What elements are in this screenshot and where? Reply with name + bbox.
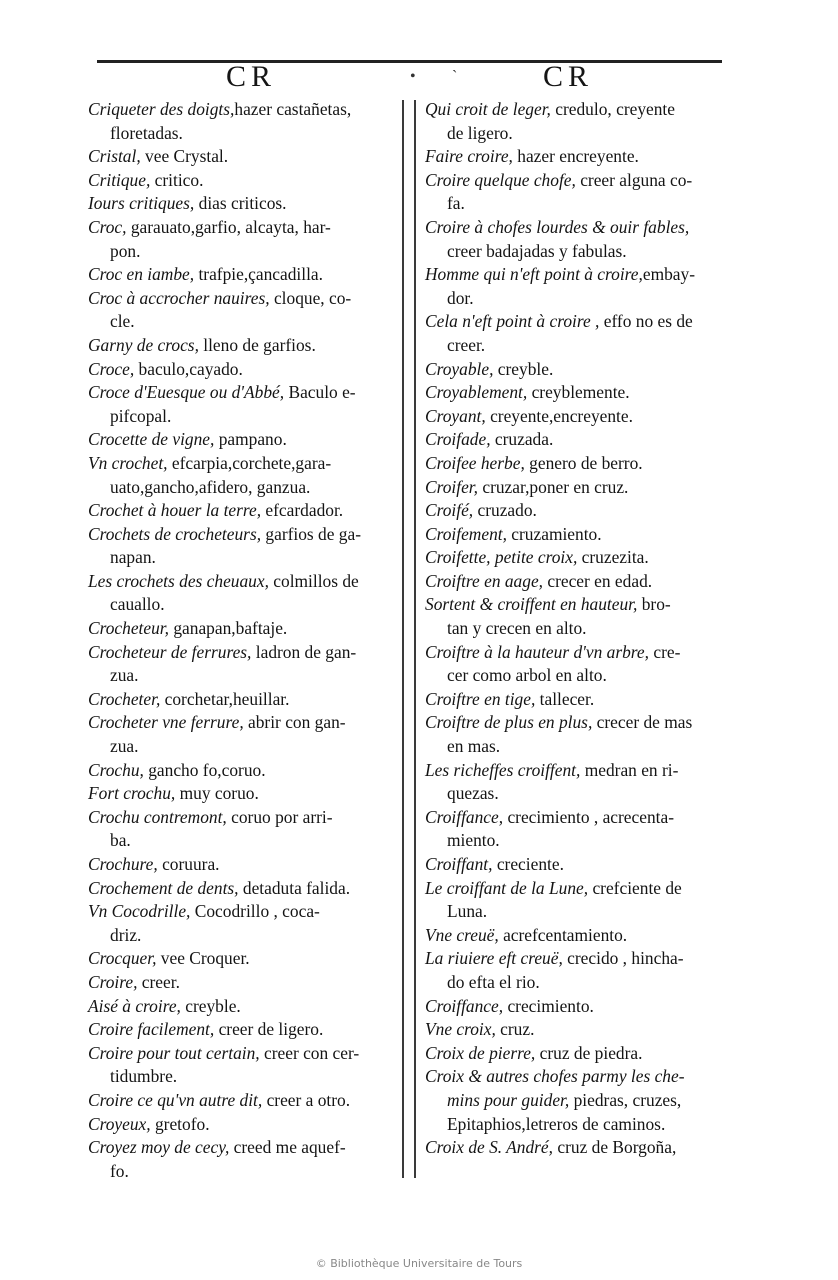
entry-headword: Crochure, — [88, 854, 158, 874]
right-entry — [425, 806, 733, 853]
entry-continuation: zua. — [110, 665, 139, 686]
entry-translation: abrir con gan- — [243, 712, 346, 733]
entry-headword: Crocquer, — [88, 948, 157, 969]
entry-translation: corchetar,heuillar. — [160, 688, 290, 709]
entry-translation: cruzada. — [490, 429, 554, 450]
entry-translation: crecimiento , acrecenta- — [503, 806, 674, 827]
entry-translation: cre- — [649, 641, 681, 662]
right-entry — [425, 1136, 733, 1160]
entry-continuation: pifcopal. — [110, 405, 172, 426]
left-running-head: CR — [226, 60, 277, 93]
entry-translation: crecer de mas — [592, 712, 693, 733]
right-column — [425, 98, 733, 1160]
right-entry — [425, 1042, 733, 1066]
entry-headword: Crochets de crocheteurs, — [88, 523, 262, 544]
entry-headword: Crochu contremont, — [88, 806, 227, 827]
entry-translation: creer a otro. — [262, 1089, 351, 1110]
entry-headword: Croyable, — [425, 358, 494, 379]
entry-translation: creyble. — [180, 995, 241, 1016]
entry-continuation: ba. — [110, 830, 131, 851]
header-dot-mark: • — [410, 68, 416, 85]
right-entry — [425, 476, 733, 500]
entry-headword: Croifette, petite croix, — [425, 547, 578, 568]
entry-translation: crefciente de — [588, 877, 682, 898]
entry-translation: cloque, co- — [269, 287, 352, 308]
entry-continuation: fa. — [447, 193, 465, 214]
entry-translation: creyble. — [493, 358, 554, 379]
entry-headword: Croire ce qu'vn autre dit, — [88, 1089, 263, 1110]
entry-headword: Crocheteur de ferrures, — [88, 641, 252, 662]
left-entry — [88, 1018, 396, 1042]
entry-headword: Croiftre en tige, — [425, 688, 536, 709]
left-entry — [88, 947, 396, 971]
left-entry — [88, 877, 396, 901]
left-entry — [88, 688, 396, 712]
entry-translation: cruzar,poner en cruz. — [478, 476, 629, 497]
entry-headword: Garny de crocs, — [88, 334, 199, 355]
entry-translation: credulo, creyente — [550, 99, 675, 119]
entry-headword: Crochet à houer la terre, — [88, 500, 262, 521]
entry-translation: creer de ligero. — [214, 1019, 324, 1040]
left-entry — [88, 381, 396, 428]
entry-translation: coruo por arri- — [226, 806, 333, 827]
left-entry — [88, 641, 396, 688]
entry-translation: trafpie,çancadilla. — [194, 264, 323, 285]
right-entry — [425, 216, 733, 263]
entry-translation: tallecer. — [535, 688, 595, 709]
right-entry — [425, 877, 733, 924]
right-entry — [425, 995, 733, 1019]
entry-headword: Croc à accrocher nauires, — [88, 287, 270, 308]
entry-headword: Croire pour tout certain, — [88, 1042, 260, 1063]
right-entry — [425, 358, 733, 382]
entry-continuation: cauallo. — [110, 594, 165, 615]
right-entry — [425, 1018, 733, 1042]
entry-continuation: en mas. — [447, 736, 501, 757]
entry-headword: Croyant, — [425, 405, 486, 426]
entry-translation: creer alguna co- — [575, 169, 693, 190]
entry-translation: cruzado. — [473, 500, 537, 521]
right-entry — [425, 570, 733, 594]
entry-translation: cruz de Borgoña, — [553, 1137, 677, 1158]
entry-headword: Croire à chofes lourdes & ouir fables, — [425, 216, 690, 237]
entry-translation: efcarpia,corchete,gara- — [167, 452, 332, 473]
right-entry — [425, 711, 733, 758]
left-entry — [88, 853, 396, 877]
left-entry — [88, 759, 396, 783]
entry-translation: vee Crystal. — [140, 146, 229, 167]
entry-headword: Le croiffant de la Lune, — [425, 877, 589, 898]
entry-continuation: dor. — [447, 287, 474, 308]
entry-continuation: pon. — [110, 240, 141, 261]
entry-continuation: Luna. — [447, 901, 488, 922]
entry-translation: creyblemente. — [527, 382, 630, 403]
entry-translation: bro- — [637, 594, 671, 615]
entry-headword: Croifement, — [425, 523, 507, 544]
entry-headword: Croc, — [88, 216, 127, 237]
entry-headword: Crochu, — [88, 759, 144, 780]
left-entry — [88, 782, 396, 806]
entry-translation: crecimiento. — [503, 995, 594, 1016]
entry-headword: Faire croire, — [425, 146, 513, 167]
left-entry — [88, 192, 396, 216]
right-entry — [425, 523, 733, 547]
entry-continuation: driz. — [110, 924, 142, 945]
entry-headword: Crochement de dents, — [88, 877, 239, 898]
left-entry — [88, 1089, 396, 1113]
entry-headword: Croix de pierre, — [425, 1042, 536, 1063]
entry-continuation: zua. — [110, 736, 139, 757]
entry-headword: Les crochets des cheuaux, — [88, 570, 269, 591]
entry-headword: Criqueter des doigts, — [88, 99, 235, 119]
entry-headword: Vne croix, — [425, 1019, 496, 1040]
entry-translation: cruz de piedra. — [535, 1042, 643, 1063]
entry-headword: Cela n'eft point à croire , — [425, 311, 600, 332]
left-entry — [88, 1042, 396, 1089]
entry-headword: Croire, — [88, 971, 138, 992]
entry-headword: Homme qui n'eft point à croire, — [425, 264, 643, 285]
entry-continuation: de ligero. — [447, 122, 513, 143]
entry-continuation: uato,gancho,afidero, ganzua. — [110, 476, 311, 497]
entry-headword: Croifé, — [425, 500, 474, 521]
entry-translation: creer con cer- — [259, 1042, 360, 1063]
right-entry — [425, 924, 733, 948]
entry-translation: coruura. — [157, 854, 220, 874]
entry-continuation: miento. — [447, 830, 500, 851]
entry-translation: critico. — [150, 169, 204, 190]
entry-continuation: tidumbre. — [110, 1066, 178, 1087]
left-entry — [88, 452, 396, 499]
entry-translation: acrefcentamiento. — [498, 924, 628, 945]
left-entry — [88, 1113, 396, 1137]
entry-translation: piedras, cruzes, — [569, 1089, 682, 1110]
entry-continuation: cle. — [110, 311, 135, 332]
right-entry — [425, 452, 733, 476]
entry-headword: Croifee herbe, — [425, 452, 525, 473]
entry-headword: Croce, — [88, 358, 135, 379]
entry-translation: Baculo e- — [284, 382, 356, 403]
entry-headword: Critique, — [88, 169, 151, 190]
entry-continuation: fo. — [110, 1160, 129, 1181]
entry-continuation — [425, 1089, 733, 1113]
entry-headword: Croiftre à la hauteur d'vn arbre, — [425, 641, 649, 662]
right-entry — [425, 759, 733, 806]
entry-headword: Crocheter vne ferrure, — [88, 712, 244, 733]
entry-headword: Croce d'Euesque ou d'Abbé, — [88, 382, 285, 403]
entry-translation: creed me aquef- — [229, 1137, 346, 1158]
entry-headword: Croiffance, — [425, 806, 504, 827]
entry-translation: cruzamiento. — [506, 523, 602, 544]
right-entry — [425, 1113, 733, 1137]
right-entry — [425, 1065, 733, 1112]
right-entry — [425, 381, 733, 405]
entry-continuation: cer como arbol en alto. — [447, 665, 607, 686]
entry-translation: crecido , hincha- — [562, 948, 684, 969]
entry-headword: Croifade, — [425, 429, 491, 450]
header-rule — [97, 60, 722, 63]
entry-headword: Croire quelque chofe, — [425, 169, 576, 190]
entry-translation: dias criticos. — [194, 193, 287, 214]
right-entry — [425, 947, 733, 994]
left-entry — [88, 334, 396, 358]
entry-translation: muy coruo. — [175, 783, 259, 804]
right-entry — [425, 688, 733, 712]
entry-headword: Croix de S. André, — [425, 1137, 554, 1158]
entry-headword: Crocheter, — [88, 688, 161, 709]
column-divider-right — [414, 100, 416, 1178]
left-entry — [88, 711, 396, 758]
entry-translation: garauato,garfio, alcayta, har- — [126, 216, 331, 237]
entry-headword: Vne creuë, — [425, 924, 499, 945]
left-entry — [88, 900, 396, 947]
entry-headword: Crocette de vigne, — [88, 429, 215, 450]
entry-translation: ladron de gan- — [251, 641, 357, 662]
entry-headword: Vn Cocodrille, — [88, 901, 191, 922]
entry-headword: Fort crochu, — [88, 783, 176, 804]
entry-headword: Croifer, — [425, 476, 478, 497]
entry-translation: colmillos de — [268, 570, 359, 591]
left-entry — [88, 806, 396, 853]
left-entry — [88, 617, 396, 641]
entry-translation: gancho fo,coruo. — [143, 759, 266, 780]
right-entry — [425, 499, 733, 523]
left-entry — [88, 216, 396, 263]
right-entry — [425, 310, 733, 357]
entry-continuation: tan y crecen en alto. — [447, 618, 587, 639]
entry-translation: detaduta falida. — [238, 877, 351, 898]
entry-translation: crecer en edad. — [543, 570, 653, 591]
entry-translation: Epitaphios,letreros de caminos. — [447, 1113, 666, 1134]
entry-headword: Les richeffes croiffent, — [425, 759, 581, 780]
left-entry — [88, 523, 396, 570]
left-entry — [88, 570, 396, 617]
left-entry — [88, 499, 396, 523]
entry-headword: Sortent & croiffent en hauteur, — [425, 594, 638, 615]
entry-translation: creer. — [137, 971, 180, 992]
right-entry — [425, 145, 733, 169]
right-entry — [425, 641, 733, 688]
header-tick-mark: ˋ — [452, 68, 458, 85]
entry-translation: medran en ri- — [580, 759, 679, 780]
entry-headword: Croire facilement, — [88, 1019, 215, 1040]
left-entry — [88, 98, 396, 145]
entry-headword: Croc en iambe, — [88, 264, 195, 285]
entry-translation: creciente. — [492, 854, 564, 874]
entry-headword: Aisé à croire, — [88, 995, 181, 1016]
left-entry — [88, 428, 396, 452]
entry-headword: Croiffant, — [425, 854, 493, 874]
footer-credit: © Bibliothèque Universitaire de Tours — [315, 1257, 523, 1270]
entry-headword: Crocheteur, — [88, 618, 169, 639]
entry-headword: Iours critiques, — [88, 193, 195, 214]
entry-translation: embay- — [642, 264, 696, 285]
right-entry — [425, 169, 733, 216]
entry-headword: Cristal, — [88, 146, 141, 167]
entry-headword: Croiffance, — [425, 995, 504, 1016]
left-entry — [88, 358, 396, 382]
entry-translation: creyente,encreyente. — [485, 405, 633, 426]
left-entry — [88, 169, 396, 193]
entry-headword-continuation: mins pour guider, — [447, 1089, 570, 1110]
entry-headword: Croyablement, — [425, 382, 528, 403]
entry-continuation: do efta el rio. — [447, 971, 540, 992]
entry-continuation: creer badajadas y fabulas. — [447, 240, 627, 261]
right-running-head: CR — [543, 60, 594, 93]
right-entry — [425, 853, 733, 877]
right-entry — [425, 263, 733, 310]
entry-continuation: napan. — [110, 547, 156, 568]
right-entry — [425, 546, 733, 570]
entry-continuation: quezas. — [447, 783, 499, 804]
entry-headword: Croix & autres chofes parmy les che- — [425, 1066, 685, 1087]
entry-translation: efcardador. — [261, 500, 344, 521]
left-entry — [88, 263, 396, 287]
entry-headword: Qui croit de leger, — [425, 99, 551, 119]
left-entry — [88, 971, 396, 995]
entry-translation: hazer castañetas, — [234, 99, 352, 119]
entry-translation: lleno de garfios. — [198, 334, 316, 355]
entry-translation: effo no es de — [599, 311, 693, 332]
entry-translation: cruz. — [495, 1019, 535, 1040]
left-entry — [88, 1136, 396, 1183]
column-divider-left — [402, 100, 404, 1178]
entry-translation: vee Croquer. — [156, 948, 250, 969]
left-entry — [88, 287, 396, 334]
right-entry — [425, 98, 733, 145]
entry-translation: garfios de ga- — [261, 523, 362, 544]
entry-headword: La riuiere eft creuë, — [425, 948, 563, 969]
right-entry — [425, 428, 733, 452]
entry-headword: Croyez moy de cecy, — [88, 1137, 230, 1158]
entry-translation: baculo,cayado. — [134, 358, 243, 379]
entry-headword: Croiftre de plus en plus, — [425, 712, 593, 733]
entry-translation: Cocodrillo , coca- — [190, 901, 320, 922]
entry-translation: ganapan,baftaje. — [168, 618, 288, 639]
entry-headword: Croyeux, — [88, 1113, 151, 1134]
left-entry — [88, 995, 396, 1019]
entry-translation: hazer encreyente. — [512, 146, 639, 167]
entry-continuation: creer. — [447, 334, 486, 355]
entry-translation: genero de berro. — [524, 452, 643, 473]
entry-translation: gretofo. — [150, 1113, 210, 1134]
entry-headword: Vn crochet, — [88, 452, 168, 473]
entry-headword: Croiftre en aage, — [425, 570, 544, 591]
entry-translation: pampano. — [214, 429, 287, 450]
left-entry — [88, 145, 396, 169]
right-entry — [425, 593, 733, 640]
entry-translation: cruzezita. — [577, 547, 649, 568]
right-entry — [425, 405, 733, 429]
left-column — [88, 98, 396, 1183]
entry-continuation: floretadas. — [110, 122, 183, 143]
